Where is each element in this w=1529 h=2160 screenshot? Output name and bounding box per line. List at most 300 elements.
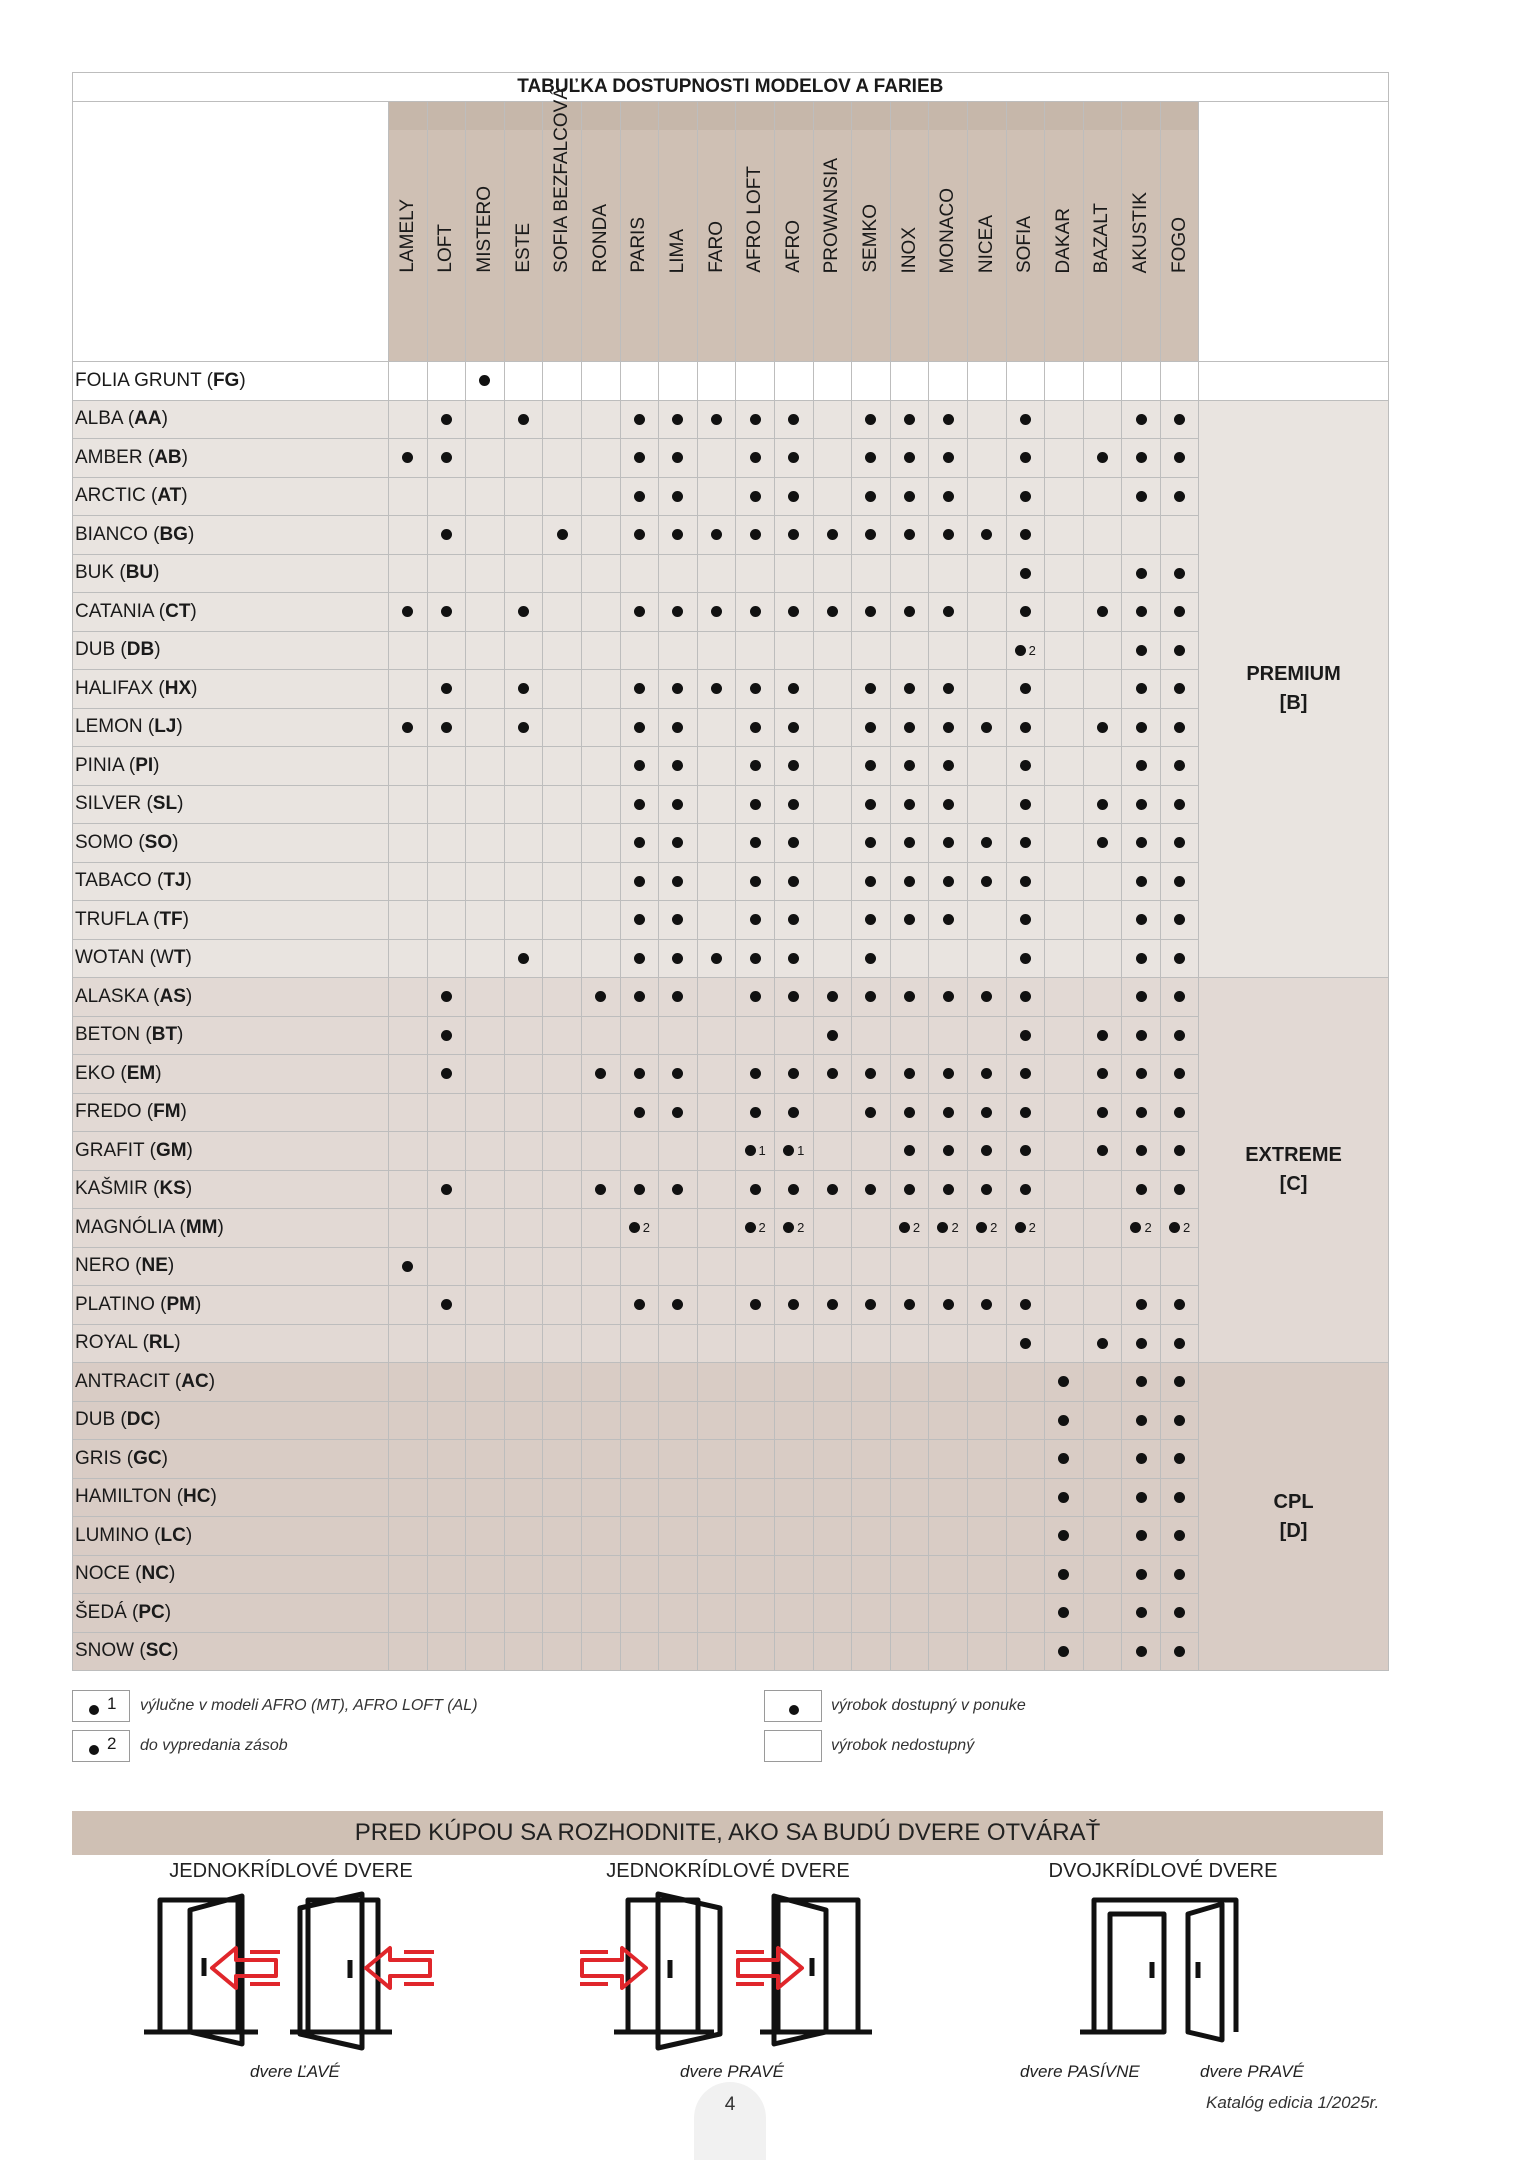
availability-table [72, 72, 1389, 1671]
availability-cell [659, 1247, 698, 1286]
availability-cell [1006, 1055, 1045, 1094]
availability-cell [929, 1363, 968, 1402]
availability-cell [504, 1093, 543, 1132]
availability-cell [967, 978, 1006, 1017]
availability-cell [659, 1594, 698, 1633]
availability-cell [543, 1324, 582, 1363]
availability-cell [929, 862, 968, 901]
table-title: TABUĽKA DOSTUPNOSTI MODELOV A FARIEB [73, 73, 1389, 102]
availability-cell [1160, 593, 1199, 632]
availability-cell [620, 1632, 659, 1671]
available-dot [441, 606, 452, 617]
available-dot [557, 529, 568, 540]
availability-cell [427, 1247, 466, 1286]
legend-note1-text: výlučne v modeli AFRO (MT), AFRO LOFT (AL) [140, 1697, 478, 1714]
availability-cell [890, 901, 929, 940]
availability-cell [1006, 1324, 1045, 1363]
model-header-nicea [967, 102, 1006, 362]
legend-note2-text: do vypredania zásob [140, 1737, 288, 1754]
catalog-edition: Katalóg edicia 1/2025r. [1206, 2093, 1380, 2112]
availability-cell [852, 1478, 891, 1517]
availability-cell [1160, 747, 1199, 786]
color-code: PI [135, 754, 154, 776]
available-dot [788, 529, 799, 540]
model-header-este [504, 102, 543, 362]
model-header-afro [774, 102, 813, 362]
availability-cell [1083, 1286, 1122, 1325]
available-dot [1174, 1338, 1185, 1349]
color-code: CT [165, 600, 191, 622]
available-dot [1174, 1492, 1185, 1503]
available-dot [865, 953, 876, 964]
available-dot [750, 760, 761, 771]
availability-cell [620, 862, 659, 901]
availability-cell [466, 1324, 505, 1363]
availability-cell [852, 439, 891, 478]
availability-cell [1083, 1209, 1122, 1248]
available-dot [943, 760, 954, 771]
availability-cell [1006, 1170, 1045, 1209]
availability-cell [852, 1286, 891, 1325]
availability-cell [697, 631, 736, 670]
color-code: AB [154, 446, 182, 468]
availability-cell [466, 747, 505, 786]
availability-cell [929, 747, 968, 786]
availability-cell [967, 901, 1006, 940]
availability-cell [1083, 1632, 1122, 1671]
availability-cell [389, 1401, 428, 1440]
available-dot [1020, 414, 1031, 425]
availability-cell [929, 901, 968, 940]
left-door-caption: dvere ĽAVÉ [250, 2062, 340, 2081]
availability-cell [1122, 1517, 1161, 1556]
available-dot [634, 1184, 645, 1195]
available-dot [1058, 1646, 1069, 1657]
availability-cell [852, 477, 891, 516]
available-dot [750, 837, 761, 848]
availability-cell [774, 901, 813, 940]
available-dot [1020, 1338, 1031, 1349]
availability-cell [697, 1324, 736, 1363]
available-dot [1097, 837, 1108, 848]
table-row [73, 1286, 1389, 1325]
color-code: PM [166, 1293, 195, 1315]
availability-cell [543, 862, 582, 901]
availability-cell [1083, 631, 1122, 670]
availability-cell [929, 939, 968, 978]
availability-cell [1045, 477, 1084, 516]
color-code: NC [141, 1563, 169, 1585]
availability-cell [1160, 978, 1199, 1017]
availability-cell [1006, 477, 1045, 516]
availability-cell [929, 439, 968, 478]
availability-cell [620, 439, 659, 478]
available-dot [1130, 1222, 1141, 1233]
available-dot [750, 1068, 761, 1079]
available-dot [1136, 1492, 1147, 1503]
availability-cell [1122, 901, 1161, 940]
availability-cell [543, 1209, 582, 1248]
available-dot [634, 953, 645, 964]
availability-cell [1160, 1632, 1199, 1671]
availability-cell [697, 1093, 736, 1132]
availability-cell [1160, 901, 1199, 940]
availability-cell [774, 708, 813, 747]
availability-cell [736, 400, 775, 439]
availability-cell [389, 516, 428, 555]
availability-cell [659, 400, 698, 439]
model-header-monaco [929, 102, 968, 362]
availability-cell [1160, 1478, 1199, 1517]
available-dot [634, 1299, 645, 1310]
availability-cell [659, 708, 698, 747]
availability-cell [697, 1632, 736, 1671]
availability-cell [890, 1632, 929, 1671]
availability-cell [813, 1016, 852, 1055]
availability-cell [466, 1594, 505, 1633]
availability-cell [890, 1055, 929, 1094]
availability-cell [697, 1401, 736, 1440]
availability-cell [929, 516, 968, 555]
available-dot [1136, 1376, 1147, 1387]
availability-cell [1045, 1401, 1084, 1440]
available-dot [672, 914, 683, 925]
available-dot [1136, 1145, 1147, 1156]
availability-cell [427, 785, 466, 824]
availability-cell [697, 362, 736, 401]
color-code: HX [164, 677, 192, 699]
available-dot [865, 722, 876, 733]
availability-cell [774, 747, 813, 786]
available-dot [634, 414, 645, 425]
availability-cell [504, 901, 543, 940]
availability-cell [813, 516, 852, 555]
availability-cell [504, 747, 543, 786]
availability-cell [736, 1324, 775, 1363]
color-code: AS [159, 985, 186, 1007]
available-dot [1097, 452, 1108, 463]
availability-cell [852, 1132, 891, 1171]
availability-cell [890, 708, 929, 747]
availability-cell [659, 785, 698, 824]
available-dot [865, 1068, 876, 1079]
available-dot [1136, 1107, 1147, 1118]
availability-cell [581, 1247, 620, 1286]
availability-cell [466, 824, 505, 863]
available-dot [1020, 1107, 1031, 1118]
available-dot [745, 1222, 756, 1233]
availability-cell [504, 1247, 543, 1286]
availability-cell [466, 862, 505, 901]
availability-cell [774, 1324, 813, 1363]
available-dot [865, 1184, 876, 1195]
availability-cell [389, 670, 428, 709]
available-dot [788, 491, 799, 502]
available-dot [943, 991, 954, 1002]
availability-cell [659, 554, 698, 593]
availability-cell [1160, 1401, 1199, 1440]
available-dot [672, 722, 683, 733]
available-dot [788, 953, 799, 964]
availability-cell [852, 1632, 891, 1671]
availability-cell [813, 785, 852, 824]
available-dot [1058, 1607, 1069, 1618]
availability-cell [852, 1594, 891, 1633]
color-code: KS [159, 1178, 186, 1200]
availability-cell [1006, 785, 1045, 824]
availability-cell [1160, 862, 1199, 901]
availability-cell [929, 1324, 968, 1363]
available-dot [943, 1184, 954, 1195]
color-code: DB [126, 639, 155, 661]
availability-cell [581, 1363, 620, 1402]
availability-cell [581, 670, 620, 709]
availability-cell [581, 708, 620, 747]
available-dot [1174, 1299, 1185, 1310]
color-code: SO [144, 831, 173, 853]
availability-cell [852, 1401, 891, 1440]
color-name: HAMILTON (HC) [73, 1478, 389, 1517]
availability-cell [466, 1440, 505, 1479]
available-dot [981, 722, 992, 733]
availability-cell [697, 1517, 736, 1556]
availability-cell [504, 1632, 543, 1671]
availability-cell [929, 477, 968, 516]
availability-cell [389, 824, 428, 863]
available-dot [1136, 1453, 1147, 1464]
available-dot [827, 1068, 838, 1079]
availability-cell [427, 901, 466, 940]
legend-unavailable-swatch [764, 1730, 822, 1762]
availability-cell [1083, 1594, 1122, 1633]
color-name: NERO (NE) [73, 1247, 389, 1286]
availability-cell [967, 1363, 1006, 1402]
availability-cell [504, 1594, 543, 1633]
available-dot [1136, 491, 1147, 502]
color-name: GRAFIT (GM) [73, 1132, 389, 1171]
availability-cell [697, 1440, 736, 1479]
availability-cell [1006, 708, 1045, 747]
available-dot [788, 876, 799, 887]
availability-cell [852, 708, 891, 747]
availability-cell [697, 400, 736, 439]
availability-cell [543, 708, 582, 747]
availability-cell [697, 670, 736, 709]
color-code: LJ [154, 716, 177, 738]
availability-cell [774, 978, 813, 1017]
availability-cell [427, 1478, 466, 1517]
available-dot [943, 491, 954, 502]
availability-cell [736, 1016, 775, 1055]
availability-cell [1122, 439, 1161, 478]
availability-cell [389, 708, 428, 747]
availability-cell [1045, 1324, 1084, 1363]
availability-cell [620, 1401, 659, 1440]
available-dot [865, 606, 876, 617]
availability-cell [697, 1055, 736, 1094]
availability-cell [1045, 1632, 1084, 1671]
available-dot [1058, 1530, 1069, 1541]
availability-cell [1045, 785, 1084, 824]
availability-cell [929, 1555, 968, 1594]
availability-cell [1083, 1363, 1122, 1402]
available-dot [788, 722, 799, 733]
available-dot [518, 953, 529, 964]
model-label: FARO [705, 221, 727, 273]
available-dot [1020, 722, 1031, 733]
availability-cell [929, 400, 968, 439]
availability-cell [697, 554, 736, 593]
table-row [73, 1016, 1389, 1055]
availability-cell [852, 1247, 891, 1286]
available-dot [1136, 1646, 1147, 1657]
availability-cell [774, 516, 813, 555]
availability-cell [813, 1132, 852, 1171]
availability-cell [929, 362, 968, 401]
availability-cell [852, 1363, 891, 1402]
availability-cell [543, 1555, 582, 1594]
availability-cell [659, 1016, 698, 1055]
availability-cell [389, 1632, 428, 1671]
available-dot [595, 1184, 606, 1195]
availability-cell [504, 1132, 543, 1171]
availability-cell [1083, 1093, 1122, 1132]
available-dot [1058, 1415, 1069, 1426]
availability-cell [427, 1632, 466, 1671]
availability-cell [1006, 554, 1045, 593]
availability-cell [1160, 439, 1199, 478]
available-dot [634, 452, 645, 463]
model-header-afro-loft [736, 102, 775, 362]
available-dot [1174, 722, 1185, 733]
availability-cell [659, 1555, 698, 1594]
footnote-marker: 1 [797, 1143, 805, 1159]
availability-cell [1083, 1555, 1122, 1594]
legend-note2-swatch: 2 [72, 1730, 130, 1762]
availability-cell [389, 1517, 428, 1556]
availability-cell [1083, 1170, 1122, 1209]
availability-cell [1122, 1478, 1161, 1517]
available-dot [402, 722, 413, 733]
availability-cell [1083, 785, 1122, 824]
availability-cell [543, 362, 582, 401]
availability-cell [543, 670, 582, 709]
availability-cell [1006, 362, 1045, 401]
color-code: GC [133, 1447, 162, 1469]
availability-cell [1045, 362, 1084, 401]
availability-cell [697, 1132, 736, 1171]
availability-cell [1083, 1324, 1122, 1363]
availability-cell [581, 1555, 620, 1594]
availability-cell [967, 1555, 1006, 1594]
availability-cell [1045, 1209, 1084, 1248]
available-dot [1020, 1145, 1031, 1156]
availability-cell [967, 1478, 1006, 1517]
availability-cell [1122, 400, 1161, 439]
availability-cell [813, 1324, 852, 1363]
color-name: LUMINO (LC) [73, 1517, 389, 1556]
availability-cell [736, 670, 775, 709]
available-dot [1020, 991, 1031, 1002]
availability-cell [890, 824, 929, 863]
availability-cell [1122, 1093, 1161, 1132]
availability-cell [466, 1555, 505, 1594]
availability-cell [389, 593, 428, 632]
availability-cell [543, 400, 582, 439]
availability-cell [774, 631, 813, 670]
available-dot [1020, 491, 1031, 502]
availability-cell [581, 939, 620, 978]
available-dot [1097, 1068, 1108, 1079]
available-dot [943, 683, 954, 694]
available-dot [943, 414, 954, 425]
availability-cell [543, 824, 582, 863]
available-dot [1136, 914, 1147, 925]
availability-cell [852, 1555, 891, 1594]
availability-cell [697, 1016, 736, 1055]
availability-cell [581, 824, 620, 863]
color-name: SOMO (SO) [73, 824, 389, 863]
availability-cell [890, 670, 929, 709]
available-dot [750, 683, 761, 694]
availability-cell [1045, 862, 1084, 901]
availability-cell [1160, 400, 1199, 439]
availability-cell [427, 439, 466, 478]
available-dot [750, 1299, 761, 1310]
available-dot [827, 606, 838, 617]
availability-cell [389, 1363, 428, 1402]
availability-cell [852, 1016, 891, 1055]
availability-cell [697, 1286, 736, 1325]
availability-cell [389, 1594, 428, 1633]
availability-cell [967, 1594, 1006, 1633]
available-dot [1020, 837, 1031, 848]
availability-cell [1122, 1632, 1161, 1671]
availability-cell [1045, 1055, 1084, 1094]
availability-cell [929, 1478, 968, 1517]
available-dot [1174, 799, 1185, 810]
availability-cell [389, 1247, 428, 1286]
color-name: TABACO (TJ) [73, 862, 389, 901]
availability-cell [1122, 708, 1161, 747]
table-row [73, 862, 1389, 901]
availability-cell [659, 593, 698, 632]
availability-cell [813, 554, 852, 593]
door-opening-banner: PRED KÚPOU SA ROZHODNITE, AKO SA BUDÚ DVERE OTVÁRAŤ [72, 1811, 1383, 1855]
availability-cell [1122, 1555, 1161, 1594]
availability-cell [1122, 1209, 1161, 1248]
availability-cell [504, 362, 543, 401]
available-dot [441, 722, 452, 733]
available-dot [1136, 1299, 1147, 1310]
availability-cell [967, 1132, 1006, 1171]
availability-cell [543, 1093, 582, 1132]
available-dot [1097, 1107, 1108, 1118]
availability-cell [697, 477, 736, 516]
available-dot [672, 414, 683, 425]
availability-cell [504, 708, 543, 747]
available-dot [634, 991, 645, 1002]
available-dot [750, 1107, 761, 1118]
availability-cell [1006, 824, 1045, 863]
availability-cell [736, 1632, 775, 1671]
availability-cell [620, 747, 659, 786]
legend-note1-swatch: 1 [72, 1690, 130, 1722]
availability-cell [620, 1594, 659, 1633]
availability-cell [659, 477, 698, 516]
table-row [73, 1324, 1389, 1363]
availability-cell [659, 439, 698, 478]
